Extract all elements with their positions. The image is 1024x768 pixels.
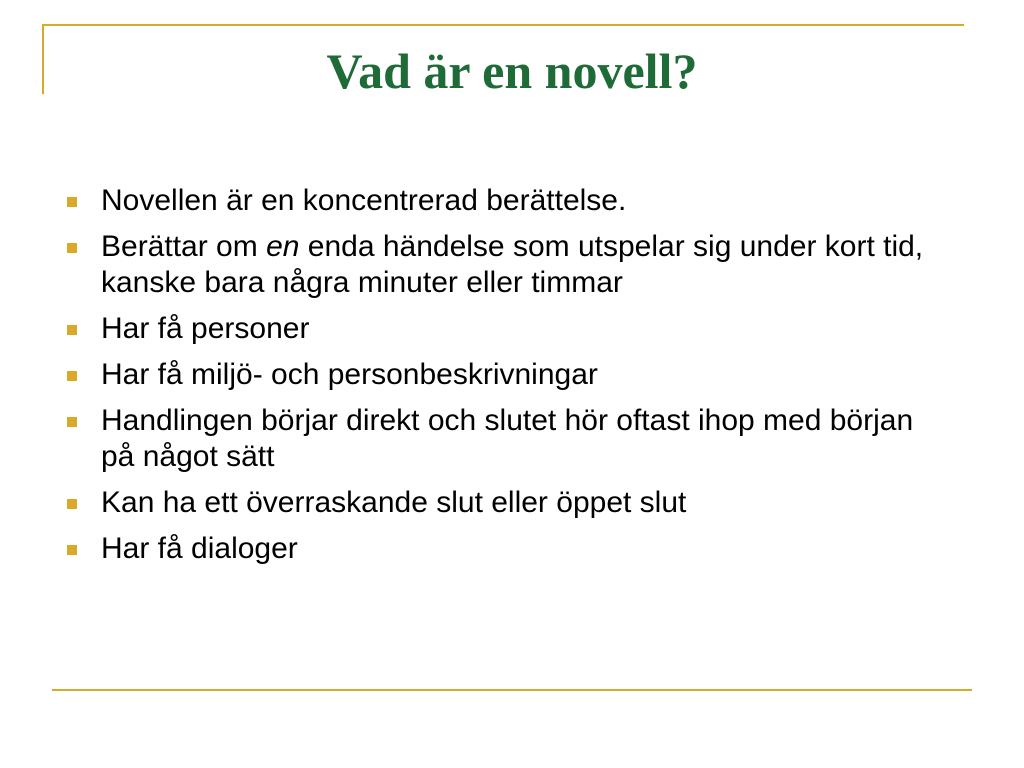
slide-title: Vad är en novell? [326,43,698,99]
bullet-text-emphasis: en [266,230,300,263]
bullet-item [66,311,946,347]
square-bullet-icon [67,325,77,335]
frame-bottom-border [52,689,972,691]
frame-top-border [42,24,964,26]
square-bullet-icon [67,197,77,207]
square-bullet-icon [67,243,77,253]
bullet-list [66,183,946,577]
bullet-text [101,230,923,299]
bullet-text: Handlingen börjar direkt och slutet hör oftast ihop med början på något sätt [101,404,914,473]
bullet-item [66,403,946,475]
bullet-item [66,183,946,219]
bullet-text: Novellen är en koncentrerad berättelse. [101,184,627,217]
bullet-text: Har få personer [101,312,310,345]
square-bullet-icon [67,417,77,427]
bullet-text-end: enda händelse som utspelar sig under kort tid, kanske bara några minuter eller timmar [101,230,924,299]
square-bullet-icon [67,499,77,509]
bullet-item [66,531,946,567]
square-bullet-icon [67,371,77,381]
square-bullet-icon [67,545,77,555]
bullet-text: Har få miljö- och personbeskrivningar [101,358,598,391]
bullet-text-start: Berättar om [101,230,267,263]
bullet-item [66,485,946,521]
bullet-text: Kan ha ett överraskande slut eller öppet slut [101,486,687,519]
bullet-text: Har få dialoger [101,532,298,565]
bullet-item [66,229,946,301]
bullet-item [66,357,946,393]
